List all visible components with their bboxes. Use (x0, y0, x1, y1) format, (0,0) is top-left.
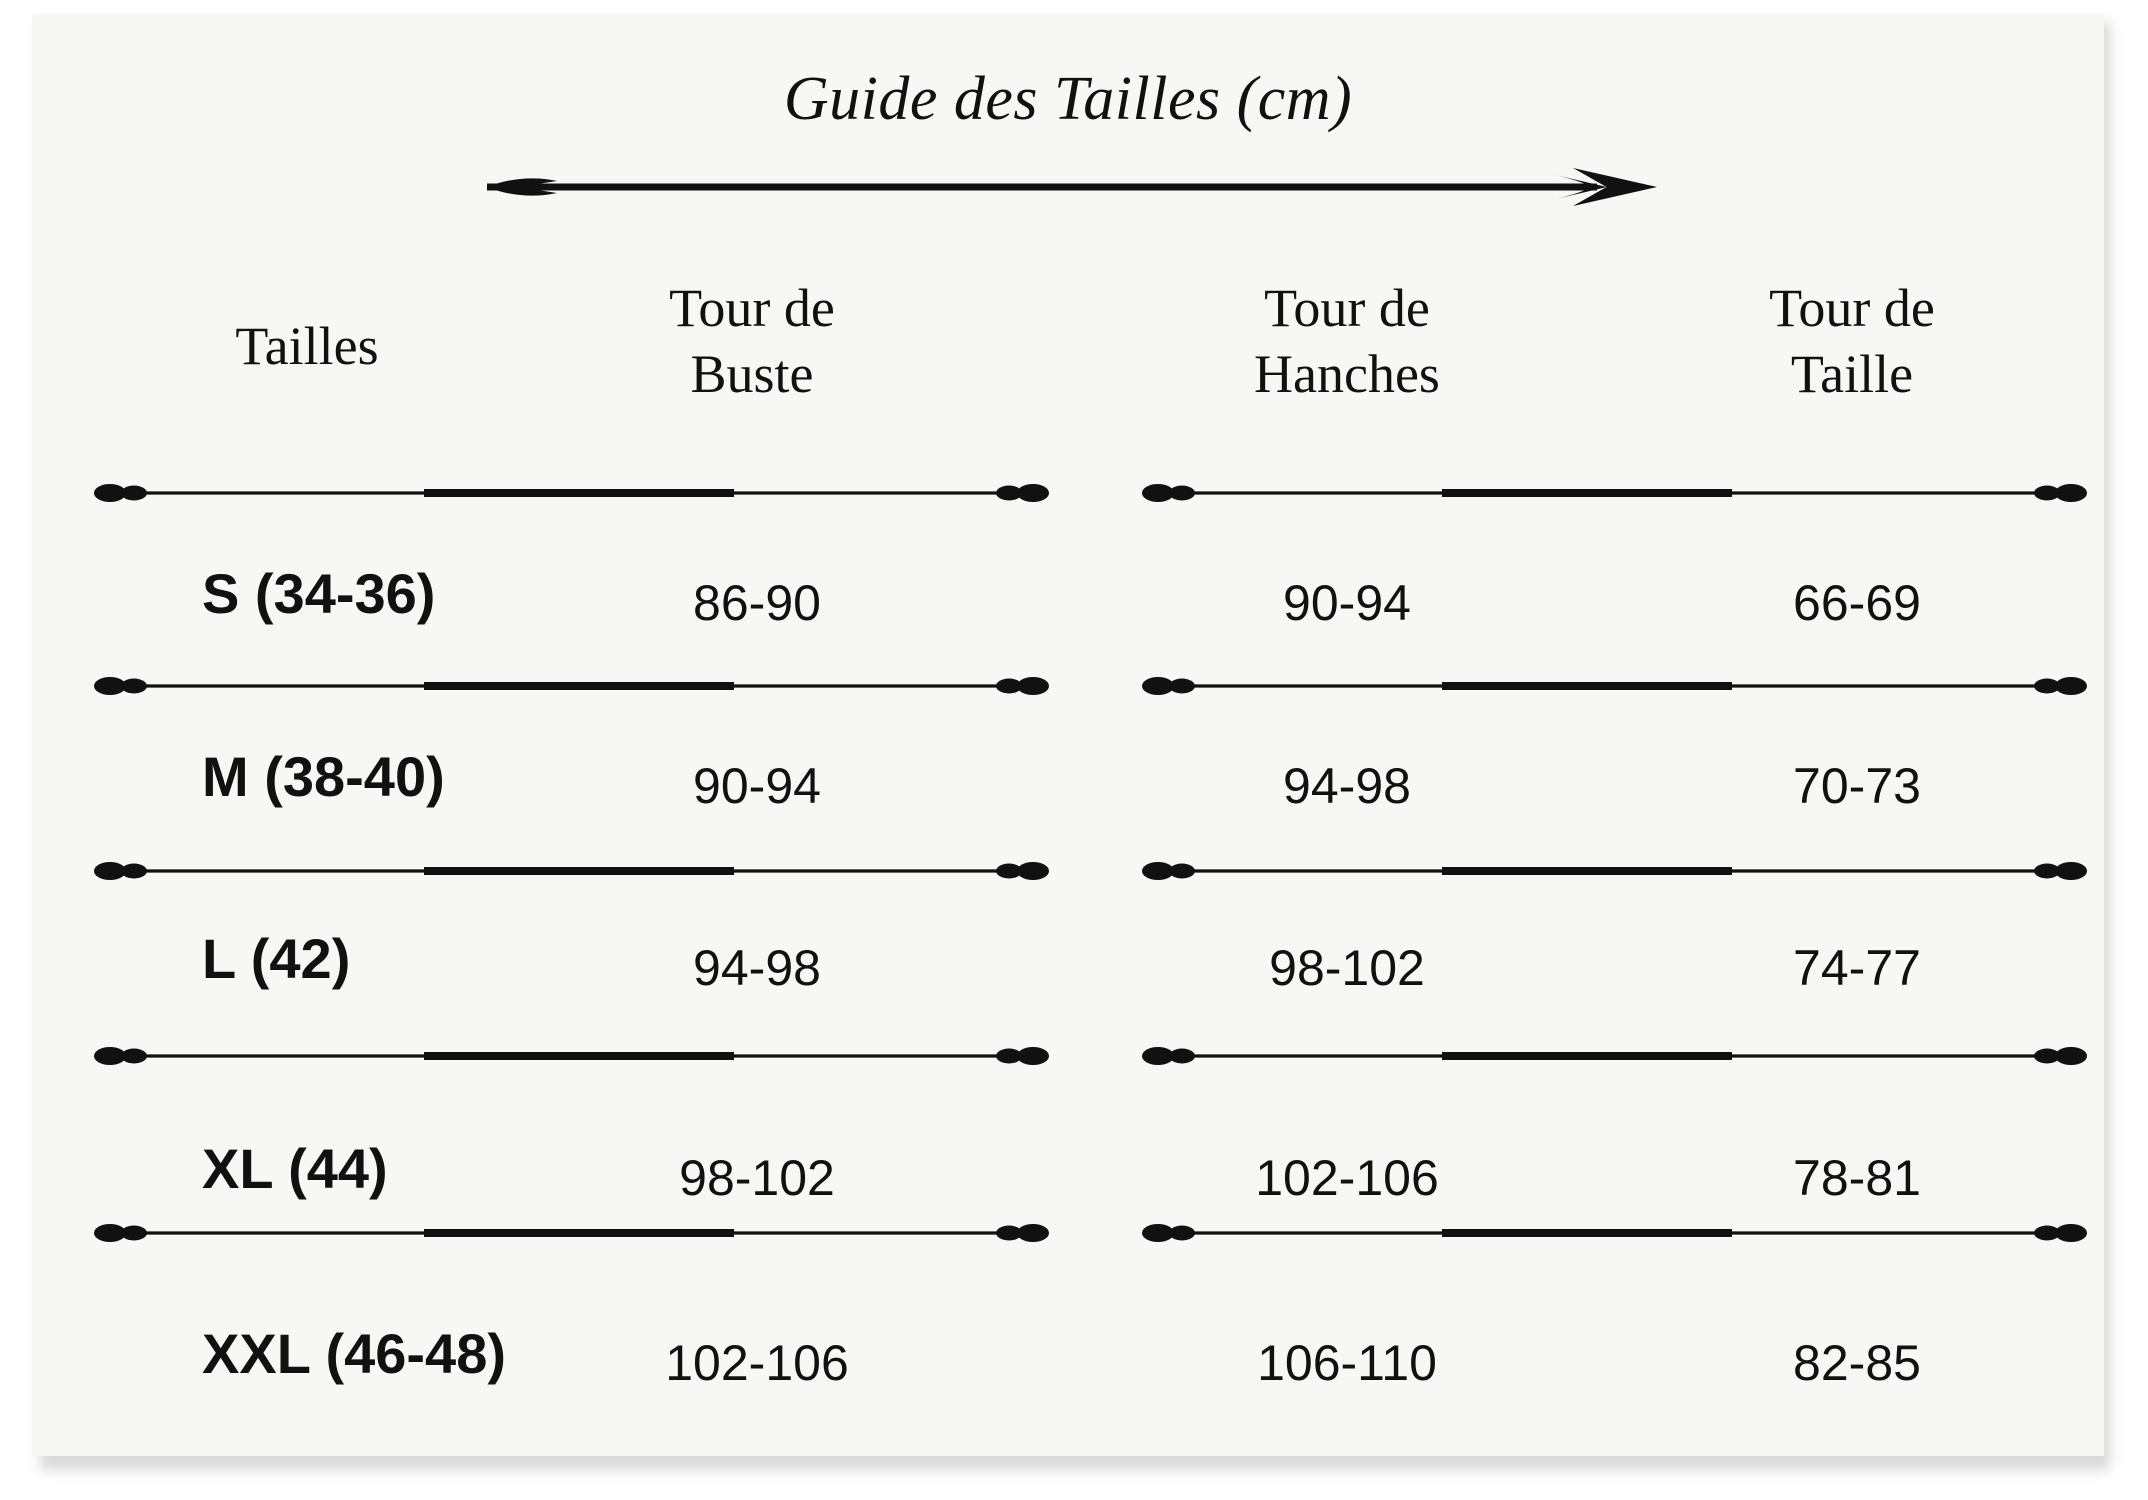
table-row-hanches: 106-110 (1257, 1335, 1437, 1391)
table-row-buste: 102-106 (665, 1335, 849, 1391)
column-header-buste-line1: Tour de (669, 278, 835, 338)
table-row-taille: 70-73 (1793, 758, 1921, 814)
row-divider-rule (94, 476, 1049, 510)
row-divider-rule (1142, 1039, 2087, 1073)
row-divider-rule (1142, 476, 2087, 510)
column-header-hanches (1167, 276, 1527, 408)
row-divider-rule (1142, 669, 2087, 703)
table-row-hanches: 94-98 (1283, 758, 1411, 814)
table-row-buste: 98-102 (679, 1150, 835, 1206)
row-divider-rule (94, 1039, 1049, 1073)
row-divider-rule (94, 854, 1049, 888)
row-divider-rule (94, 669, 1049, 703)
table-row-buste: 86-90 (693, 575, 821, 631)
right-arrow-icon (487, 164, 1657, 210)
table-row-taille: 74-77 (1793, 940, 1921, 996)
column-header-hanches-line2: Hanches (1254, 343, 1440, 404)
table-row-hanches: 98-102 (1269, 940, 1425, 996)
column-header-taille-line1: Tour de (1769, 278, 1935, 338)
table-row-hanches: 90-94 (1283, 575, 1411, 631)
table-row-taille: 82-85 (1793, 1335, 1921, 1391)
column-header-hanches-line1: Tour de (1264, 278, 1430, 338)
table-row-size: L (42) (202, 927, 351, 990)
row-divider-rule (94, 1216, 1049, 1250)
table-row-size: M (38-40) (202, 745, 445, 808)
column-header-taille-line2: Taille (1790, 343, 1914, 404)
table-row-taille: 66-69 (1793, 575, 1921, 631)
table-row-taille: 78-81 (1793, 1150, 1921, 1206)
table-row-size: XL (44) (202, 1137, 388, 1200)
table-row-buste: 94-98 (693, 940, 821, 996)
table-row-buste: 90-94 (693, 758, 821, 814)
size-guide-card (32, 14, 2104, 1456)
column-header-buste-line2: Buste (690, 343, 814, 404)
row-divider-rule (1142, 854, 2087, 888)
column-header-taille (1687, 276, 2017, 408)
column-header-buste (587, 276, 917, 408)
column-header-tailles: Tailles (235, 316, 379, 376)
page-title: Guide des Tailles (cm) (783, 65, 1353, 133)
table-row-hanches: 102-106 (1255, 1150, 1439, 1206)
table-row-size: S (34-36) (202, 562, 436, 625)
row-divider-rule (1142, 1216, 2087, 1250)
table-row-size: XXL (46-48) (202, 1322, 506, 1385)
